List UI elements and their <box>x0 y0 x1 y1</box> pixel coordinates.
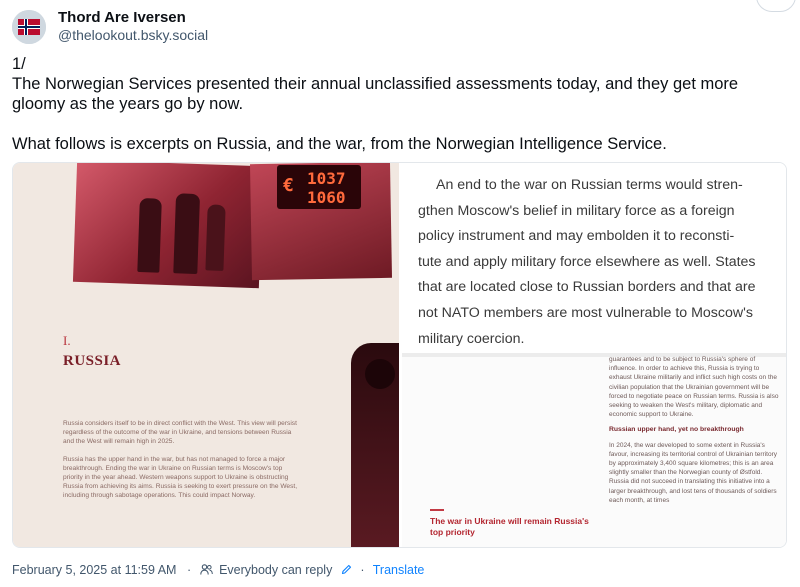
post-menu-button[interactable] <box>756 0 796 12</box>
translate-link[interactable]: Translate <box>372 563 425 577</box>
photo-handshake <box>73 163 263 288</box>
currency-ticker <box>277 165 361 209</box>
red-rule <box>430 509 444 511</box>
norwegian-flag-avatar-icon <box>12 10 46 44</box>
report-subheading: The war in Ukraine will remain Russia's top priority <box>430 516 589 537</box>
figure-silhouette <box>205 204 225 271</box>
post-meta <box>12 563 426 577</box>
report-quote <box>412 173 784 352</box>
attached-image-russia-chapter[interactable] <box>13 163 399 548</box>
post-line: What follows is excerpts on Russia, and the war, from the Norwegian Intelligence Service. <box>12 135 667 153</box>
post-timestamp[interactable]: February 5, 2025 at 11:59 AM <box>12 563 177 577</box>
author-avatar[interactable] <box>12 10 46 44</box>
people-icon <box>200 564 213 575</box>
quote-line: military coercion. <box>418 330 525 347</box>
figure-silhouette <box>137 198 162 273</box>
report-column <box>609 355 781 511</box>
ticker-value-top: 1037 <box>307 169 346 188</box>
post-line: 1/ <box>12 55 26 73</box>
post-text <box>12 54 788 154</box>
ticker-value-bottom: 1060 <box>307 188 346 207</box>
report-paragraph: In 2024, the war developed to some extent in Russia's favour, increasing its territorial control of Ukrainian territory by approximately 3,400 square kilometres; this is an area slightly smaller than the Norwegian county of Østfold. Russia did not succeed in translating this initiative into a larger breakthrough, and lost tens of thousands of soldiers each month, at times <box>609 441 777 504</box>
report-paragraph: guarantees and to be subject to Russia's sphere of influence. In order to achieve this, Russia is trying to exhaust Ukraine militarily and inflict such high costs on the civilian population that the Ukrainian government will be forced to negotiate peace on Russian terms. Russia is also seeking to weaken the West's military, diplomatic and economic support to Ukraine. <box>609 356 779 419</box>
quote-line: not NATO members are most vulnerable to Moscow's <box>418 304 753 321</box>
quote-line: tute and apply military force elsewhere as well. States <box>418 253 756 270</box>
report-page <box>402 357 787 548</box>
figure-head-right <box>365 359 395 389</box>
author-name[interactable]: Thord Are Iversen <box>58 9 186 26</box>
figure-silhouette <box>173 193 200 274</box>
chapter-title: RUSSIA <box>63 353 122 369</box>
meta-separator: · <box>186 563 192 577</box>
quote-line: policy instrument and may embolden it to reconsti- <box>418 228 735 245</box>
quote-line: that are located close to Russian borders and that are <box>418 279 756 296</box>
image-gallery <box>12 162 787 548</box>
chapter-intro <box>63 419 301 509</box>
intro-paragraph: Russia considers itself to be in direct conflict with the West. This view will persist regardless of the outcome of the war in Ukraine, and tensions between Russia and the West will remain high in 2025. <box>63 420 297 445</box>
reply-setting[interactable]: Everybody can reply <box>219 563 333 577</box>
report-section-heading: Russian upper hand, yet no breakthrough <box>609 426 744 434</box>
quote-line: gthen Moscow's belief in military force as a foreign <box>418 202 735 219</box>
author-handle[interactable]: @thelookout.bsky.social <box>58 27 209 43</box>
post-line: The Norwegian Services presented their annual unclassified assessments today, and they get more <box>12 75 739 93</box>
chapter-number: I. <box>63 333 71 348</box>
quote-line: An end to the war on Russian terms would stren- <box>436 177 743 193</box>
post-line: gloomy as the years go by now. <box>12 95 244 113</box>
pencil-icon[interactable] <box>341 564 352 575</box>
meta-separator: · <box>360 563 365 577</box>
intro-paragraph: Russia has the upper hand in the war, but has not managed to force a major breakthrough. Ending the war in Ukraine on Russian terms is Moscow's top priority in the year ahead. Western weapons support to Ukraine is obstructing Russia from achieving its aims. Russia is seeking to exert pressure on the West, including through sabotage operations. This could impact Norway. <box>63 456 298 499</box>
attached-image-report-excerpt[interactable] <box>402 163 787 548</box>
euro-symbol: € <box>283 175 294 196</box>
post-line-gap <box>12 114 788 134</box>
